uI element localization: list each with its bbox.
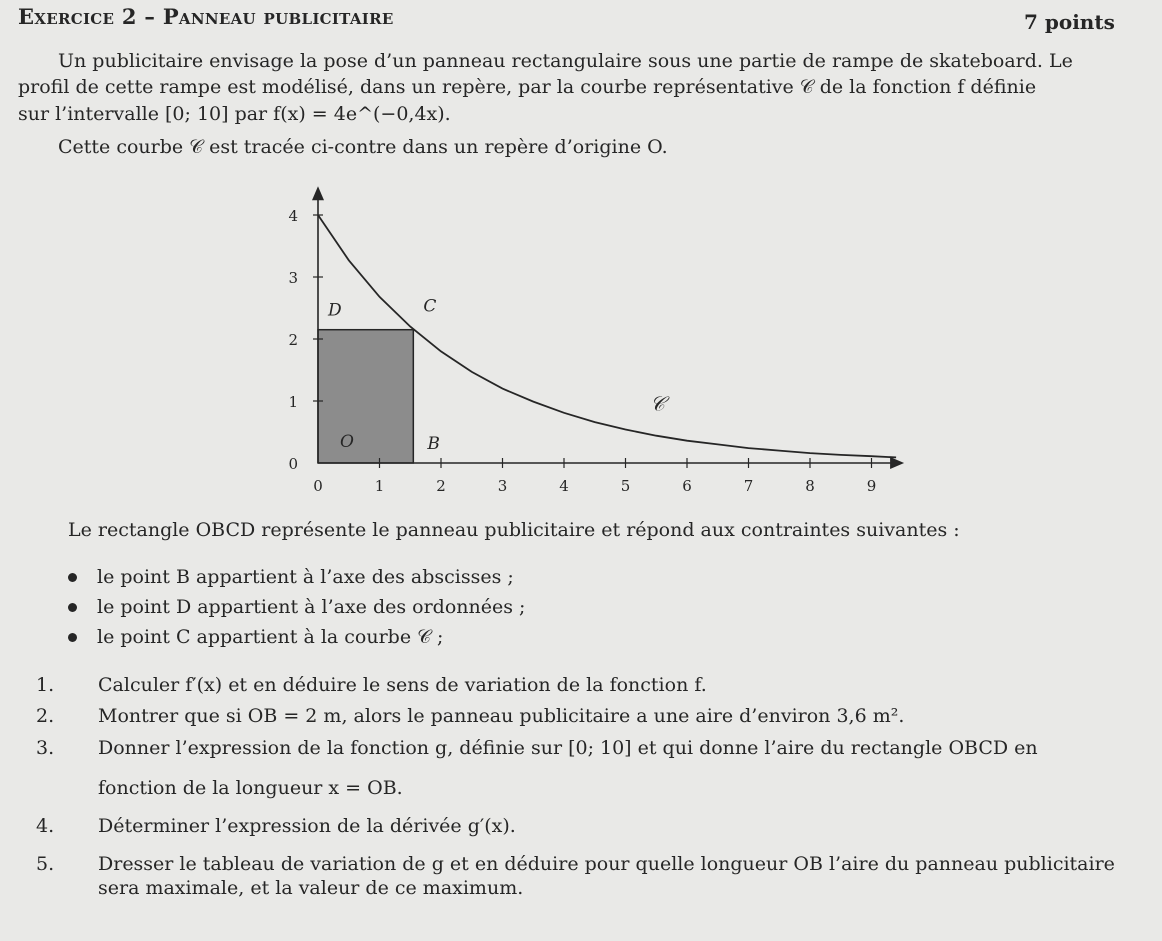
y-tick-label: 3 [288, 269, 298, 287]
intro-line-1: Un publicitaire envisage la pose d’un panneau rectangulaire sous une partie de rampe de skateboard. Le [58, 50, 1073, 72]
exercise-title: Exercice 2 – Panneau publicitaire [18, 4, 394, 29]
question-number: 1. [36, 674, 55, 696]
x-tick-label: 9 [866, 477, 877, 495]
constraint-text: le point D appartient à l’axe des ordonnées ; [97, 596, 526, 618]
y-tick-label: 0 [288, 455, 298, 473]
point-label-b: B [427, 434, 440, 454]
x-tick-label: 1 [374, 477, 385, 495]
question-text: Calculer f′(x) et en déduire le sens de variation de la fonction f. [98, 674, 707, 696]
list-item [68, 592, 525, 622]
question-number: 4. [36, 815, 55, 837]
y-axis-arrow-icon [312, 186, 324, 200]
rectangle-obcd [318, 330, 413, 463]
question-2 [36, 705, 904, 727]
constraint-text: le point B appartient à l’axe des abscisses ; [97, 566, 514, 588]
question-text: Montrer que si OB = 2 m, alors le panneau publicitaire a une aire d’environ 3,6 m². [98, 705, 905, 727]
x-tick-label: 3 [497, 477, 508, 495]
point-label-d: D [328, 300, 342, 321]
constraints-list [68, 562, 525, 652]
point-label-c: C [423, 296, 437, 317]
x-tick-label: 7 [743, 477, 754, 495]
bullet-icon [68, 603, 77, 612]
constraint-text: le point C appartient à la courbe 𝒞 ; [97, 626, 444, 648]
question-text: Dresser le tableau de variation de g et en déduire pour quelle longueur OB l’aire du panneau publicitaire [98, 853, 1115, 875]
points-label: 7 points [1024, 10, 1115, 34]
x-tick-label: 8 [805, 477, 815, 495]
question-text: Donner l’expression de la fonction g, définie sur [0; 10] et qui donne l’aire du rectangle OBCD en [98, 737, 1038, 759]
bullet-icon [68, 573, 77, 582]
intro-line-4: Cette courbe 𝒞 est tracée ci-contre dans un repère d’origine O. [58, 136, 668, 158]
x-tick-label: 0 [313, 477, 323, 495]
question-5-continuation: sera maximale, et la valeur de ce maximum. [98, 877, 524, 899]
x-axis-arrow-icon [890, 457, 904, 469]
x-tick-label: 2 [436, 477, 446, 495]
y-tick-label: 2 [288, 331, 298, 349]
list-item [68, 562, 525, 592]
statement-intro: Le rectangle OBCD représente le panneau publicitaire et répond aux contraintes suivantes : [68, 519, 960, 541]
question-number: 2. [36, 705, 55, 727]
x-tick-label: 5 [620, 477, 631, 495]
bullet-icon [68, 633, 77, 642]
intro-line-2: profil de cette rampe est modélisé, dans un repère, par la courbe représentative 𝒞 de la fonction f définie [18, 76, 1037, 98]
x-tick-label: 4 [559, 477, 569, 495]
question-text: Déterminer l’expression de la dérivée g′(x). [98, 815, 516, 837]
question-4 [36, 815, 516, 837]
question-number: 3. [36, 737, 55, 759]
point-label-o: O [340, 432, 354, 452]
y-tick-label: 4 [288, 207, 298, 225]
y-tick-label: 1 [288, 393, 298, 411]
list-item [68, 622, 525, 652]
question-3 [36, 737, 1038, 759]
question-1 [36, 674, 707, 696]
intro-line-3: sur l’intervalle [0; 10] par f(x) = 4e^(−0,4x). [18, 103, 451, 125]
curve-label: 𝒞 [650, 391, 665, 416]
x-tick-label: 6 [682, 477, 692, 495]
question-3-continuation: fonction de la longueur x = OB. [98, 777, 403, 799]
question-5 [36, 853, 1115, 875]
question-number: 5. [36, 853, 55, 875]
